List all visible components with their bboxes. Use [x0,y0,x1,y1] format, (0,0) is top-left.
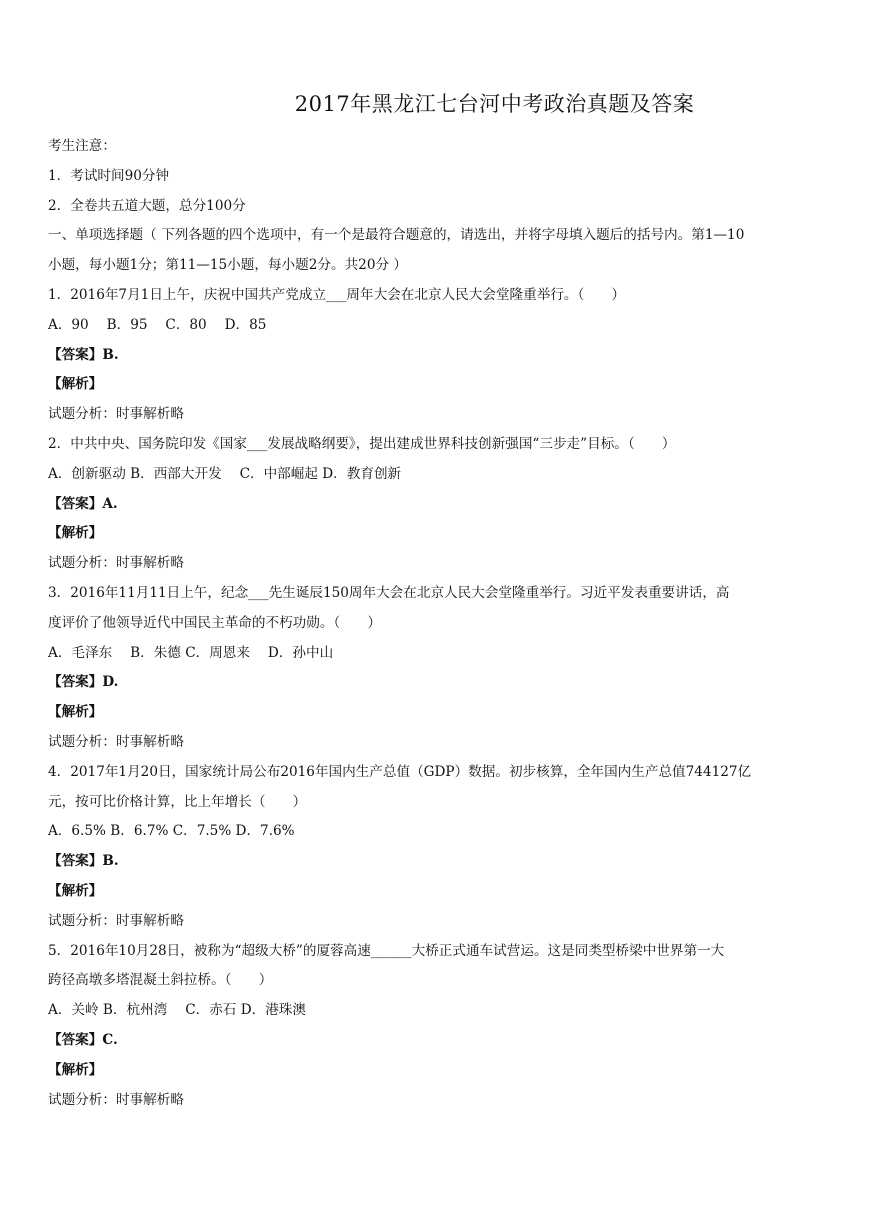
question-3-cont: 度评价了他领导近代中国民主革命的不朽功勋。（ ） [48,614,382,631]
question-2-analysis: 试题分析：时事解析略 [48,555,184,572]
question-5: 5．2016年10月28日，被称为“超级大桥”的厦蓉高速______大桥正式通车试营运。这是同类型桥梁中世界第一大 [48,942,725,959]
question-3: 3．2016年11月11日上午，纪念___先生诞辰150周年大会在北京人民大会堂隆重举行。习近平发表重要讲话，高 [48,584,730,601]
question-1-analysis: 试题分析：时事解析略 [48,406,184,423]
question-1-options: A．90 B．95 C．80 D．85 [48,316,267,333]
question-2-answer: 【答案】A. [48,495,118,512]
question-5-options: A．关岭 B．杭州湾 C．赤石 D．港珠澳 [48,1002,306,1019]
notice-heading: 考生注意： [48,138,116,154]
document-title: 2017年黑龙江七台河中考政治真题及答案 [294,92,695,116]
question-2: 2．中共中央、国务院印发《国家___发展战略纲要》，提出建成世界科技创新强国“三步走”目标。（ ） [48,435,676,452]
section-instructions-cont: 小题，每小题1分；第11—15小题，每小题2分。共20分 ） [48,257,407,274]
notice-item-2: 2．全卷共五道大题，总分100分 [48,197,246,214]
question-3-analysis-label: 【解析】 [48,704,103,721]
question-3-options: A．毛泽东 B．朱德 C．周恩来 D．孙中山 [48,644,334,661]
question-4-options: A．6.5% B．6.7% C．7.5% D．7.6% [48,823,295,840]
question-4-cont: 元，按可比价格计算，比上年增长（ ） [48,793,307,810]
question-1: 1．2016年7月1日上午，庆祝中国共产党成立___周年大会在北京人民大会堂隆重举行。（ ） [48,286,626,303]
question-4-analysis: 试题分析：时事解析略 [48,912,184,929]
question-1-answer: 【答案】B. [48,346,119,363]
question-4: 4．2017年1月20日，国家统计局公布2016年国内生产总值（GDP）数据。初步核算，全年国内生产总值744127亿 [48,763,752,780]
question-5-cont: 跨径高墩多塔混凝土斜拉桥。（ ） [48,972,273,989]
question-2-options: A．创新驱动 B．西部大开发 C．中部崛起 D．教育创新 [48,465,402,482]
question-4-answer: 【答案】B. [48,853,119,870]
question-4-analysis-label: 【解析】 [48,882,103,899]
question-5-answer: 【答案】C. [48,1031,118,1048]
notice-item-1: 1．考试时间90分钟 [48,167,170,184]
question-2-analysis-label: 【解析】 [48,525,103,542]
document-body [48,132,828,1115]
question-3-answer: 【答案】D. [48,674,119,691]
question-5-analysis-label: 【解析】 [48,1061,103,1078]
question-1-analysis-label: 【解析】 [48,376,103,393]
section-instructions: 一、单项选择题（ 下列各题的四个选项中，有一个是最符合题意的，请选出，并将字母填入题后的括号内。第1—10 [48,227,745,244]
question-5-analysis: 试题分析：时事解析略 [48,1091,184,1108]
question-3-analysis: 试题分析：时事解析略 [48,733,184,750]
